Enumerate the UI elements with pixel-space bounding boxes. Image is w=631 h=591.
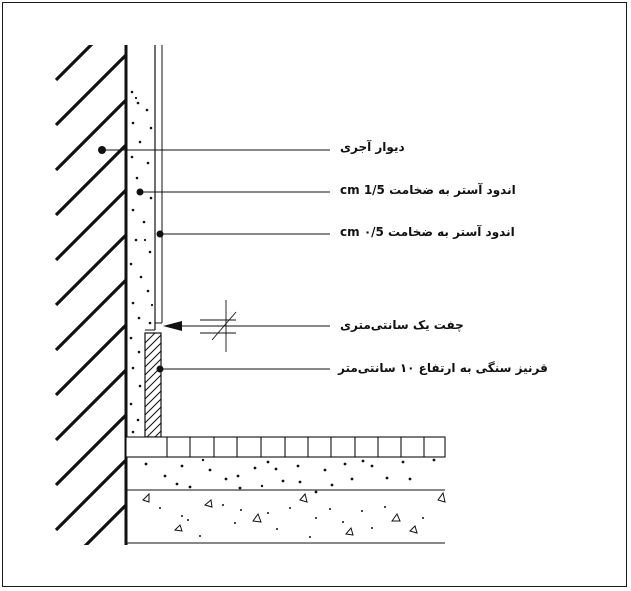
label-brick-wall: دیوار آجری bbox=[340, 140, 405, 154]
mortar-stipple bbox=[145, 459, 436, 494]
leader-lines bbox=[102, 150, 330, 369]
concrete-stipple bbox=[159, 504, 424, 538]
brick-wall-hatch bbox=[56, 10, 126, 575]
concrete-aggregate bbox=[143, 493, 445, 535]
label-stone-skirting: قرنیز سنگی به ارتفاع ۱۰ سانتی‌متر bbox=[338, 361, 548, 375]
label-plaster-thick: اندود آستر به ضخامت 1/5 cm bbox=[340, 183, 516, 197]
label-plaster-thin: اندود آستر به ضخامت ۰/5 cm bbox=[340, 225, 515, 239]
label-joint: چفت یک سانتی‌متری bbox=[340, 318, 464, 332]
floor-tiles bbox=[126, 437, 445, 457]
joint-arrow bbox=[163, 321, 182, 331]
